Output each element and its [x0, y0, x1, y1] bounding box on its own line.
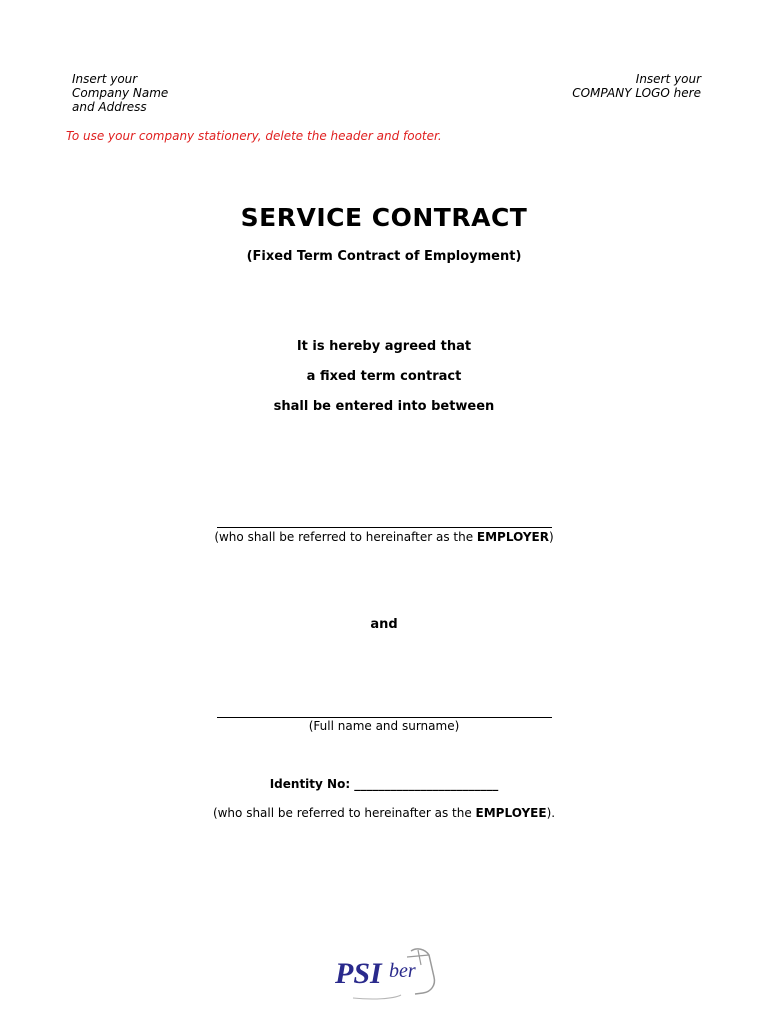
- header-right-line: COMPANY LOGO here: [572, 86, 701, 100]
- header-left-line: and Address: [72, 100, 147, 114]
- employee-ref-suffix: ).: [546, 806, 556, 820]
- svg-text:PSI: PSI: [335, 957, 382, 990]
- document-title: SERVICE CONTRACT: [240, 203, 528, 232]
- document-subtitle: (Fixed Term Contract of Employment): [246, 249, 522, 264]
- header-right-line: Insert your: [635, 72, 701, 86]
- svg-text:ber: ber: [389, 960, 416, 982]
- agreement-line: It is hereby agreed that: [296, 339, 472, 354]
- and-connector: and: [370, 617, 398, 632]
- employee-label: EMPLOYEE: [475, 806, 547, 820]
- employee-name-line[interactable]: [217, 717, 552, 718]
- employer-ref-suffix: ): [548, 530, 554, 544]
- agreement-line: shall be entered into between: [273, 399, 495, 414]
- psiber-logo-graphic: [333, 945, 443, 1001]
- header-left-line: Company Name: [72, 86, 169, 100]
- employer-name-line[interactable]: [217, 527, 552, 528]
- company-address-placeholder: [72, 72, 168, 114]
- employee-name-caption: (Full name and surname): [308, 719, 460, 733]
- psiber-logo: [333, 945, 443, 1001]
- employee-reference: [0, 806, 768, 820]
- employee-ref-prefix: (who shall be referred to hereinafter as the: [212, 806, 476, 820]
- agreement-line: a fixed term contract: [306, 369, 462, 384]
- header-left-line: Insert your: [72, 72, 138, 86]
- stationery-note: To use your company stationery, delete the header and footer.: [66, 129, 442, 143]
- identity-number-field[interactable]: Identity No: ________________________: [269, 777, 499, 791]
- employer-reference: [0, 530, 768, 544]
- employer-ref-prefix: (who shall be referred to hereinafter as the: [214, 530, 477, 544]
- employer-label: EMPLOYER: [476, 530, 549, 544]
- company-logo-placeholder: [572, 72, 701, 100]
